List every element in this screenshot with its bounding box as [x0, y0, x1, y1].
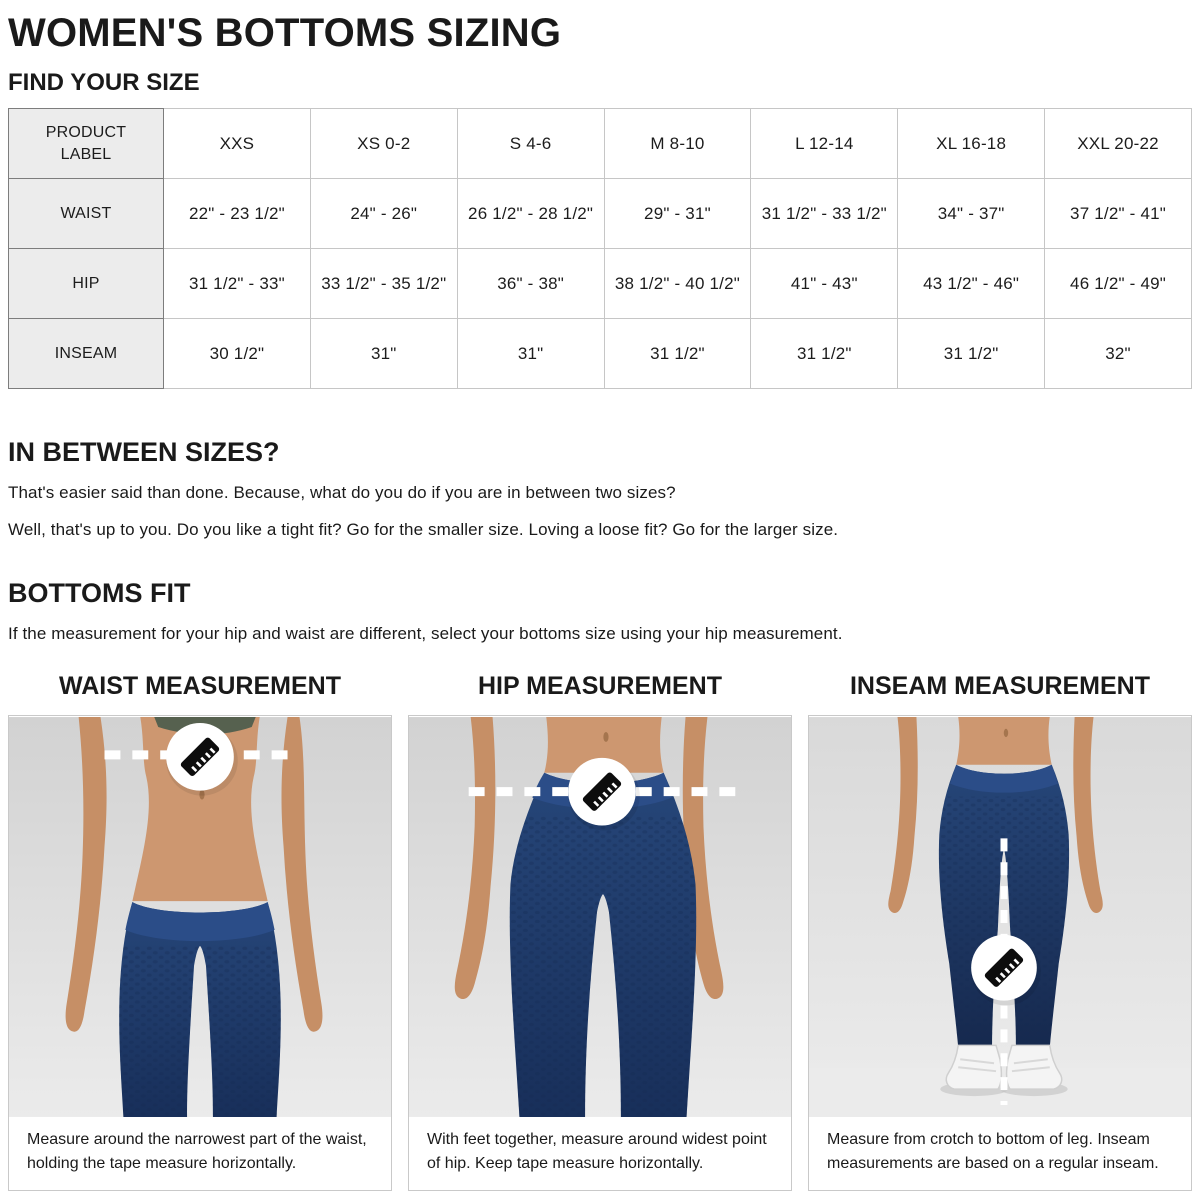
hip-measurement-card: [408, 715, 792, 1191]
find-your-size-heading: FIND YOUR SIZE: [8, 69, 200, 96]
hip-measurement-heading: HIP MEASUREMENT: [477, 672, 722, 701]
size-table: [8, 108, 1192, 389]
waist-measurement-photo: [9, 716, 391, 1118]
size-cell: 31": [457, 319, 604, 389]
size-cell: 31 1/2" - 33 1/2": [751, 179, 898, 249]
size-cell: 37 1/2" - 41": [1045, 179, 1192, 249]
size-cell: XL 16-18: [898, 109, 1045, 179]
size-cell: 24" - 26": [310, 179, 457, 249]
inseam-measurement-section: [808, 672, 1192, 1191]
size-cell: 43 1/2" - 46": [898, 249, 1045, 319]
inseam-measurement-photo: [809, 716, 1191, 1118]
size-cell: 31 1/2" - 33": [164, 249, 311, 319]
inseam-measurement-caption: Measure from crotch to bottom of leg. Inseam measurements are based on a regular inseam.: [827, 1131, 1159, 1173]
in-between-paragraph-2: Well, that's up to you. Do you like a tight fit? Go for the smaller size. Loving a loose fit? Go for the larger size.: [8, 520, 839, 540]
size-cell: 46 1/2" - 49": [1045, 249, 1192, 319]
size-row-label: HIP: [9, 249, 164, 319]
waist-measurement-card: [8, 715, 392, 1191]
size-cell: XS 0-2: [310, 109, 457, 179]
size-row-label: WAIST: [9, 179, 164, 249]
size-cell: XXS: [164, 109, 311, 179]
size-cell: 31 1/2": [751, 319, 898, 389]
size-cell: 26 1/2" - 28 1/2": [457, 179, 604, 249]
size-cell: 41" - 43": [751, 249, 898, 319]
in-between-sizes-heading: IN BETWEEN SIZES?: [8, 437, 280, 468]
size-cell: 31 1/2": [898, 319, 1045, 389]
table-row-waist: [9, 179, 1192, 249]
size-cell: 30 1/2": [164, 319, 311, 389]
inseam-measurement-heading: INSEAM MEASUREMENT: [849, 672, 1150, 701]
size-row-label: INSEAM: [9, 319, 164, 389]
size-cell: S 4-6: [457, 109, 604, 179]
hip-measurement-photo: [409, 716, 791, 1118]
size-cell: 33 1/2" - 35 1/2": [310, 249, 457, 319]
inseam-measurement-card: [808, 715, 1192, 1191]
size-cell: 36" - 38": [457, 249, 604, 319]
size-cell: 31 1/2": [604, 319, 751, 389]
size-cell: 29" - 31": [604, 179, 751, 249]
table-row-inseam: [9, 319, 1192, 389]
waist-measurement-section: [8, 672, 392, 1191]
waist-measurement-heading: WAIST MEASUREMENT: [59, 672, 341, 701]
size-cell: 34" - 37": [898, 179, 1045, 249]
table-row-product-label: [9, 109, 1192, 179]
waist-measurement-caption: Measure around the narrowest part of the waist, holding the tape measure horizontally.: [27, 1131, 367, 1173]
table-row-hip: [9, 249, 1192, 319]
hip-measurement-section: [408, 672, 792, 1191]
in-between-paragraph-1: That's easier said than done. Because, what do you do if you are in between two sizes?: [8, 483, 676, 503]
measurement-guides: [8, 672, 1192, 1191]
page-title: WOMEN'S BOTTOMS SIZING: [8, 11, 562, 55]
size-cell: 31": [310, 319, 457, 389]
size-row-label: PRODUCT LABEL: [9, 109, 164, 179]
size-cell: 22" - 23 1/2": [164, 179, 311, 249]
size-cell: XXL 20-22: [1045, 109, 1192, 179]
size-cell: 38 1/2" - 40 1/2": [604, 249, 751, 319]
size-cell: M 8-10: [604, 109, 751, 179]
hip-measurement-caption: With feet together, measure around widest point of hip. Keep tape measure horizontally.: [427, 1131, 767, 1173]
bottoms-fit-heading: BOTTOMS FIT: [8, 578, 191, 609]
size-cell: L 12-14: [751, 109, 898, 179]
bottoms-fit-paragraph: If the measurement for your hip and waist are different, select your bottoms size using your hip measurement.: [8, 624, 843, 644]
size-cell: 32": [1045, 319, 1192, 389]
